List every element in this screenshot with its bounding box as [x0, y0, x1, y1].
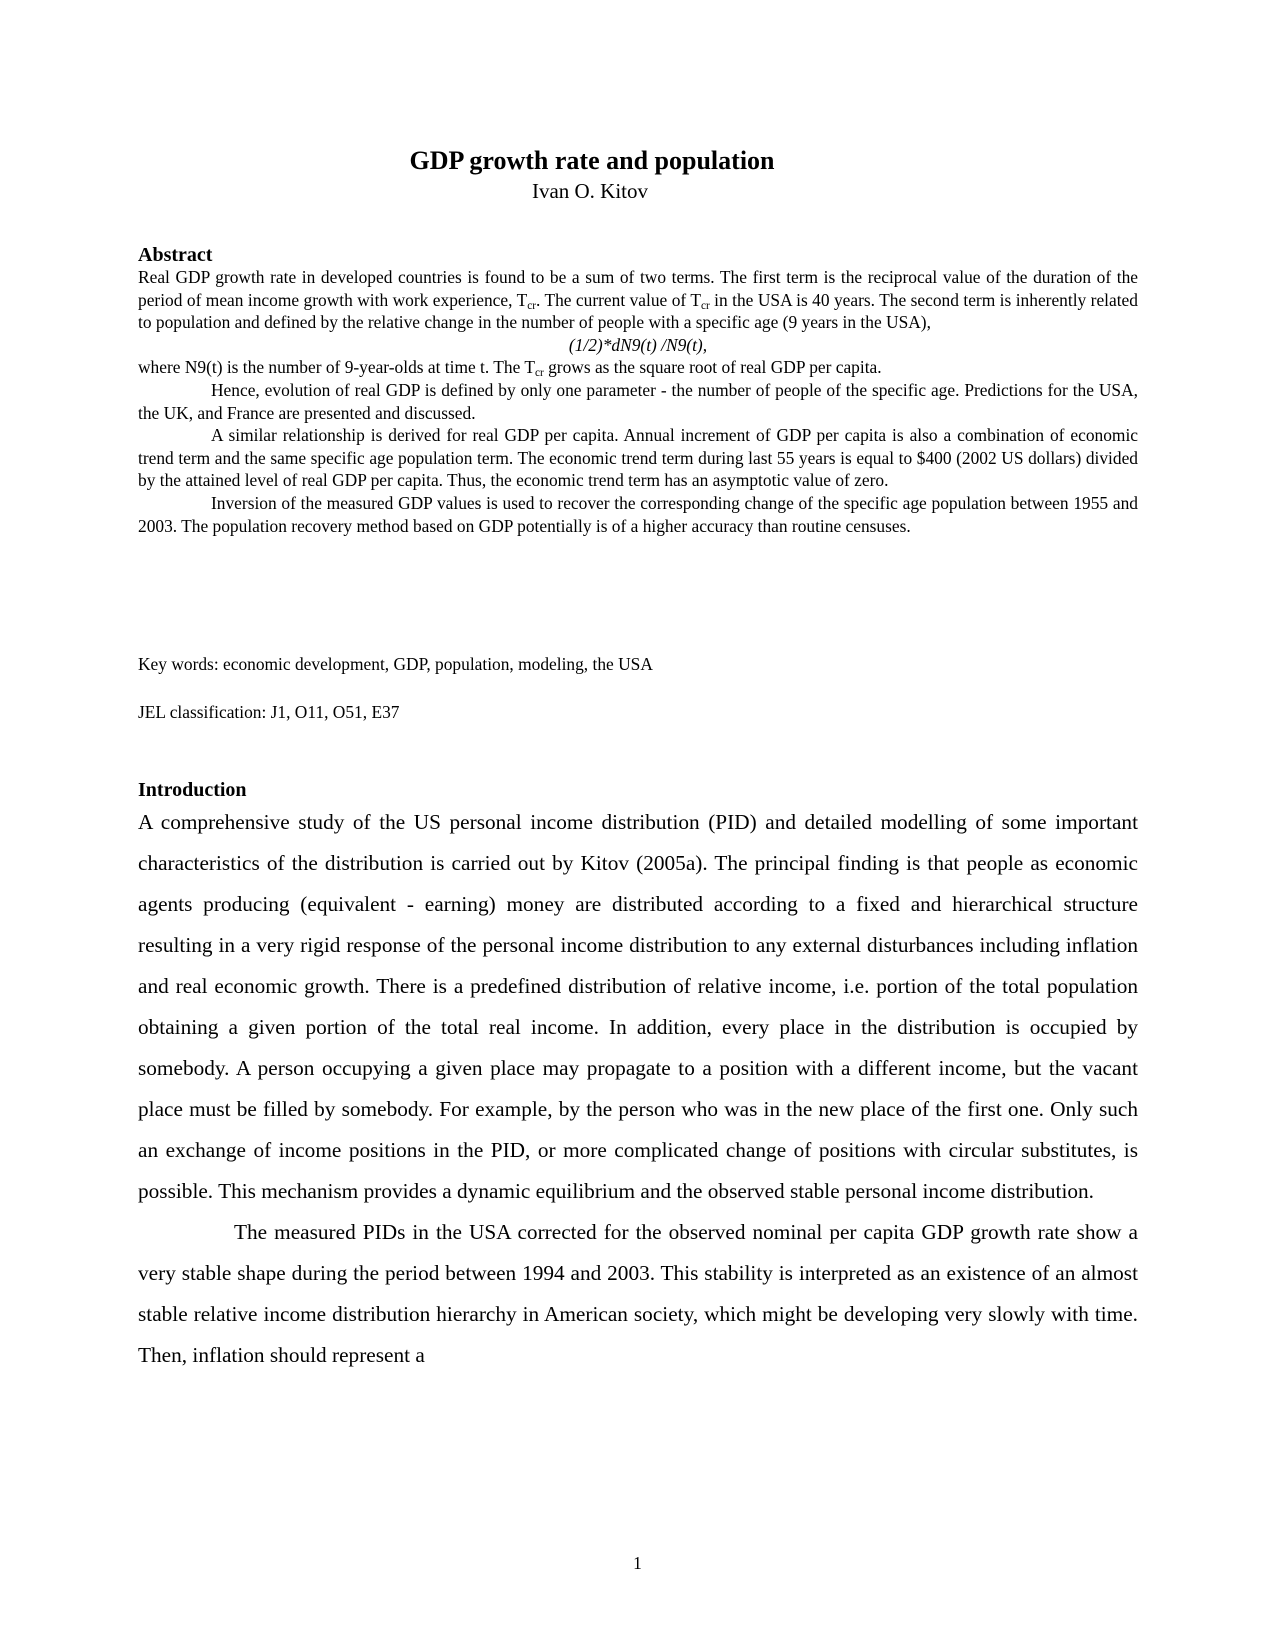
introduction-body	[138, 802, 1138, 1376]
abstract-heading: Abstract	[138, 244, 213, 266]
paper-title: GDP growth rate and population	[409, 146, 775, 175]
abstract-text: where N9(t) is the number of 9-year-olds at time t. The T	[138, 357, 535, 378]
page-number: 1	[633, 1553, 642, 1573]
abstract-formula: (1/2)*dN9(t) /N9(t),	[568, 334, 708, 355]
abstract-text: in the USA is 40 years. The second term is inherently related to population and defined by the relative change in the number of people with a specific age (9 years in the USA),	[138, 289, 1138, 333]
jel-classification: JEL classification: J1, O11, O51, E37	[138, 702, 400, 722]
subscript-cr: cr	[700, 299, 710, 312]
abstract-paragraph-1	[138, 266, 1138, 334]
abstract-paragraph-3: Hence, evolution of real GDP is defined by only one parameter - the number of people of the specific age. Predictions for the USA, the UK, and France are presented and discussed.	[138, 379, 1138, 423]
abstract-text: grows as the square root of real GDP per capita.	[543, 357, 882, 378]
abstract-paragraph-2	[138, 356, 1138, 379]
introduction-paragraph-1: A comprehensive study of the US personal income distribution (PID) and detailed modelling of some important characteristics of the distribution is carried out by Kitov (2005a). The principal finding is that people as economic agents producing (equivalent - earning) money are distributed according to a fixed and hierarchical structure resulting in a very rigid response of the personal income distribution to any external disturbances including inflation and real economic growth. There is a predefined distribution of relative income, i.e. portion of the total population obtaining a given portion of the total real income. In addition, every place in the distribution is occupied by somebody. A person occupying a given place may propagate to a position with a different income, but the vacant place must be filled by somebody. For example, by the person who was in the new place of the first one. Only such an exchange of income positions in the PID, or more complicated change of positions with circular substitutes, is possible. This mechanism provides a dynamic equilibrium and the observed stable personal income distribution.	[138, 810, 1138, 1203]
abstract-paragraph-5: Inversion of the measured GDP values is used to recover the corresponding change of the specific age population between 1955 and 2003. The population recovery method based on GDP potentially is of a higher accuracy than routine censuses.	[138, 492, 1138, 536]
introduction-paragraph-2: The measured PIDs in the USA corrected for the observed nominal per capita GDP growth rate show a very stable shape during the period between 1994 and 2003. This stability is interpreted as an existence of an almost stable relative income distribution hierarchy in American society, which might be developing very slowly with time. Then, inflation should represent a	[138, 1220, 1138, 1367]
abstract-paragraph-4: A similar relationship is derived for real GDP per capita. Annual increment of GDP per capita is also a combination of economic trend term and the same specific age population term. The economic trend term during last 55 years is equal to $400 (2002 US dollars) divided by the attained level of real GDP per capita. Thus, the economic trend term has an asymptotic value of zero.	[138, 425, 1138, 491]
subscript-cr: cr	[527, 299, 536, 312]
keywords: Key words: economic development, GDP, population, modeling, the USA	[138, 654, 653, 674]
introduction-heading: Introduction	[138, 779, 247, 801]
abstract-text: . The current value of T	[535, 289, 701, 310]
abstract-text: Real GDP growth rate in developed countries is found to be a sum of two terms. The first term is the reciprocal value of the duration of the period of mean income growth with work experience, T	[138, 267, 1138, 310]
abstract-body	[138, 266, 1138, 537]
paper-author: Ivan O. Kitov	[531, 179, 649, 203]
subscript-cr: cr	[534, 367, 544, 380]
